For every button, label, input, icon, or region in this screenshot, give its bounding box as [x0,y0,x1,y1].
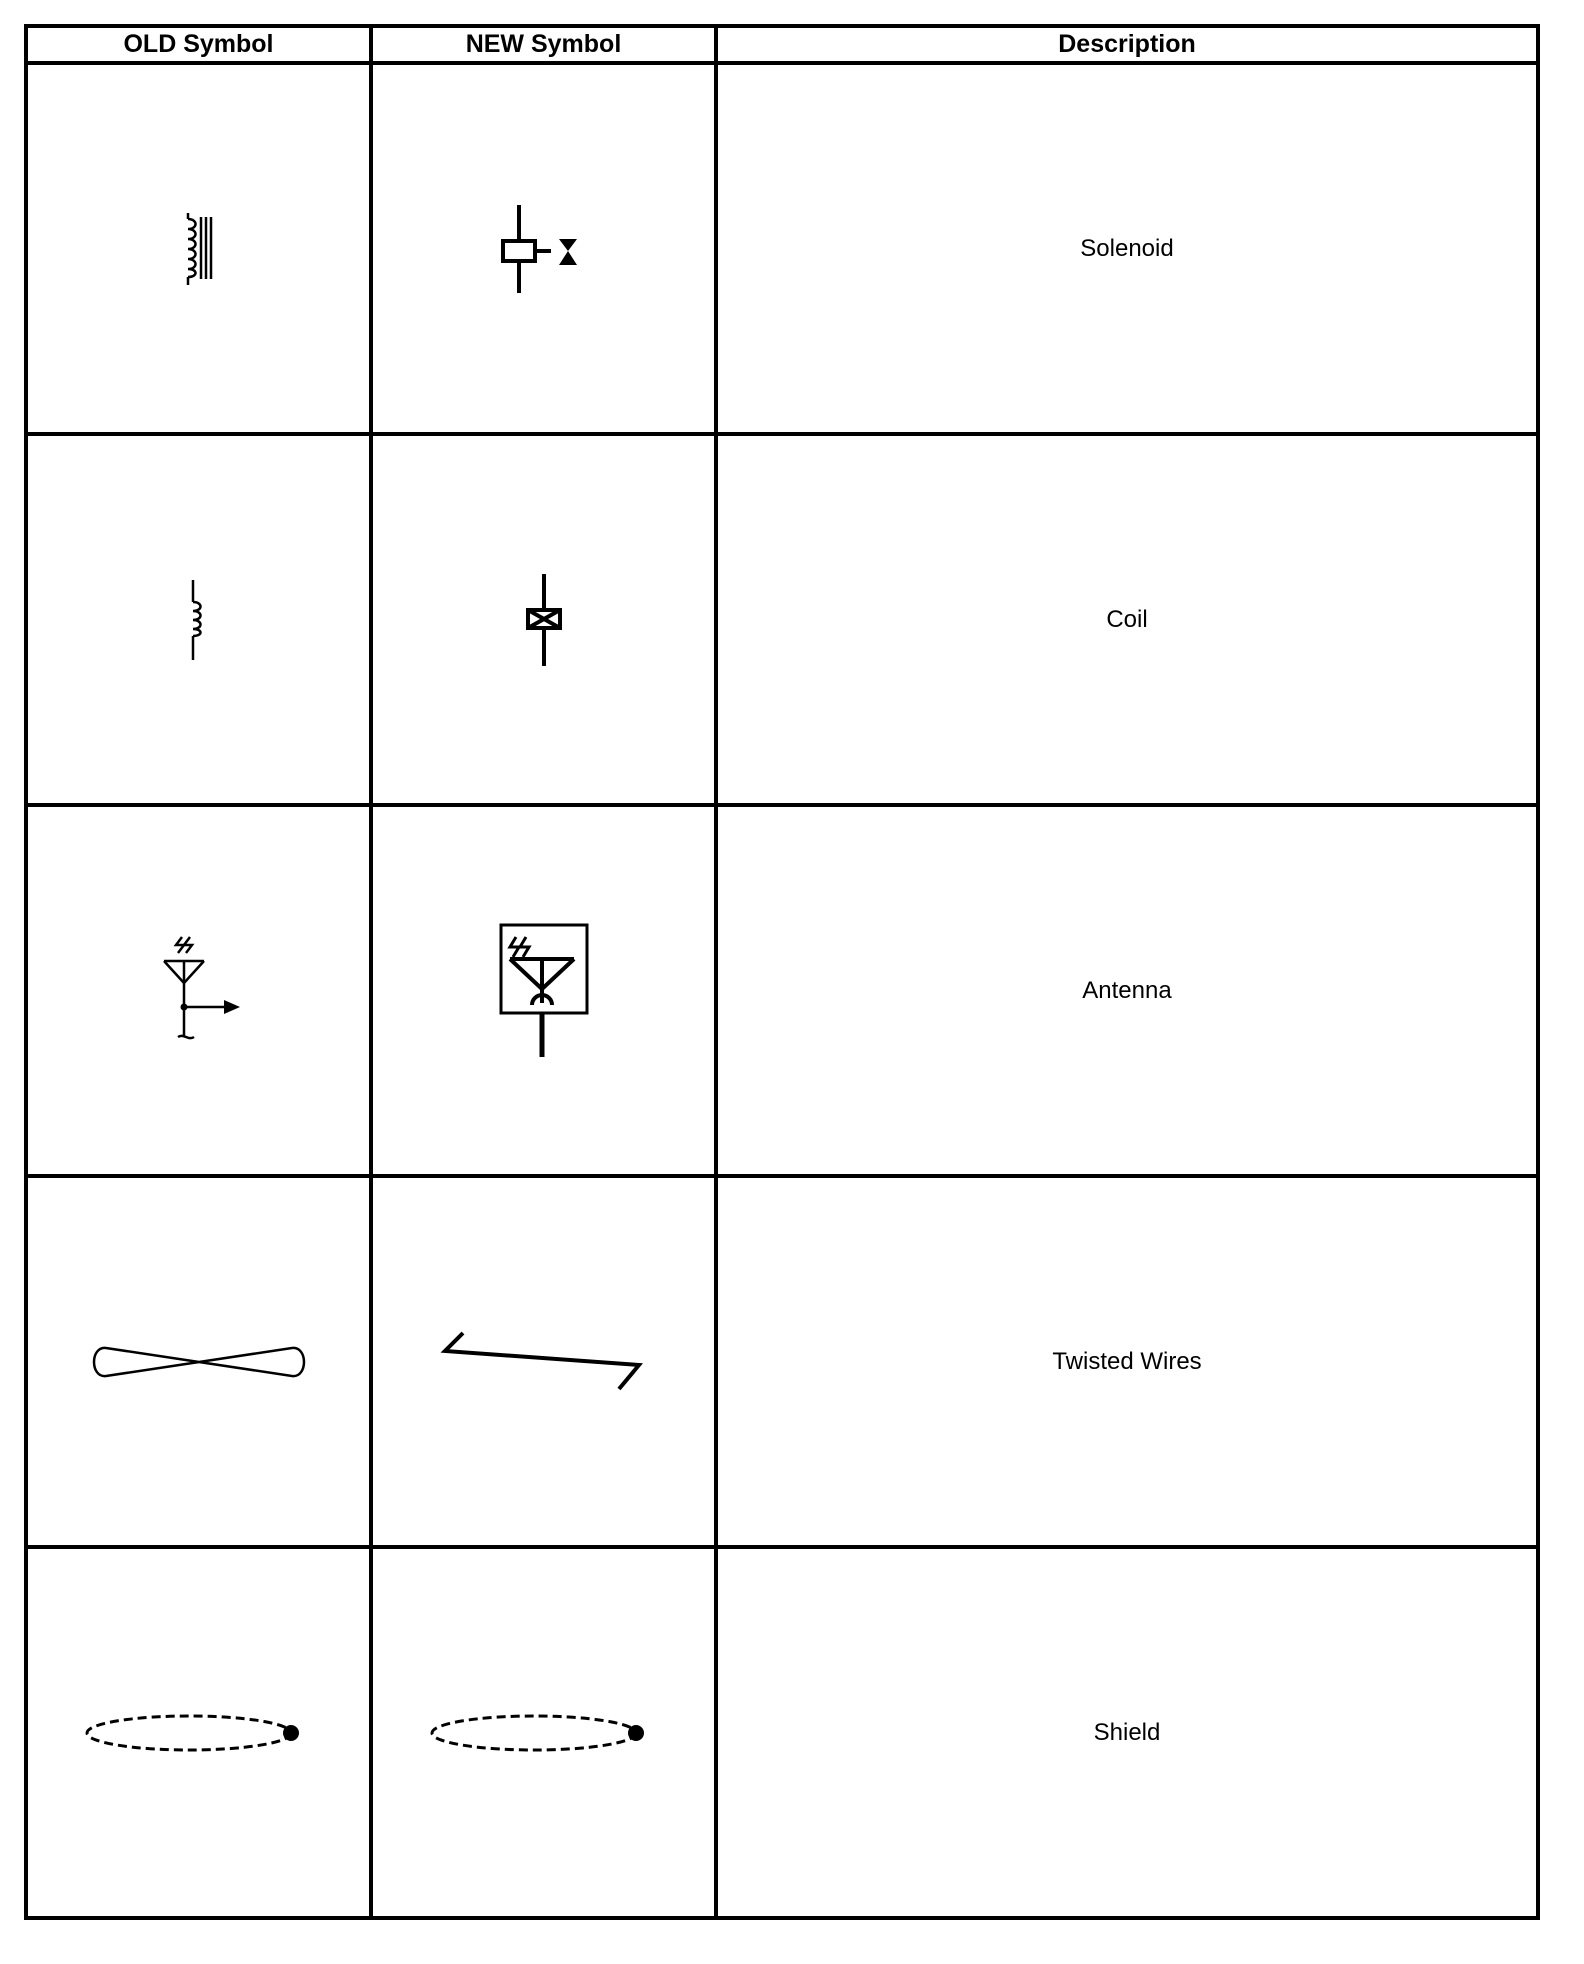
table-row [26,1547,1538,1918]
antenna-old-icon [154,933,244,1049]
new-symbol-cell [371,805,716,1176]
symbol-table [24,24,1540,1920]
table-row [26,805,1538,1176]
new-symbol-cell [371,1176,716,1547]
description-cell: Twisted Wires [716,1176,1538,1547]
solenoid-old-icon [179,209,219,289]
header-old-symbol: OLD Symbol [26,26,371,63]
description-cell: Solenoid [716,63,1538,434]
coil-old-icon [184,578,214,662]
table-row [26,63,1538,434]
shield-old-icon [83,1711,315,1755]
new-symbol-cell [371,63,716,434]
new-symbol-cell [371,434,716,805]
table-row [26,434,1538,805]
header-row [26,26,1538,63]
new-symbol-cell [371,1547,716,1918]
old-symbol-cell [26,805,371,1176]
antenna-new-icon [494,921,594,1061]
solenoid-new-icon [489,199,599,299]
twisted-wires-old-icon [84,1340,314,1384]
header-new-symbol: NEW Symbol [371,26,716,63]
table-row [26,1176,1538,1547]
coil-new-icon [514,572,574,668]
twisted-wires-new-icon [429,1327,659,1397]
description-cell: Shield [716,1547,1538,1918]
description-cell: Antenna [716,805,1538,1176]
header-description: Description [716,26,1538,63]
old-symbol-cell [26,434,371,805]
old-symbol-cell [26,1176,371,1547]
description-cell: Coil [716,434,1538,805]
old-symbol-cell [26,1547,371,1918]
old-symbol-cell [26,63,371,434]
shield-new-icon [428,1711,660,1755]
